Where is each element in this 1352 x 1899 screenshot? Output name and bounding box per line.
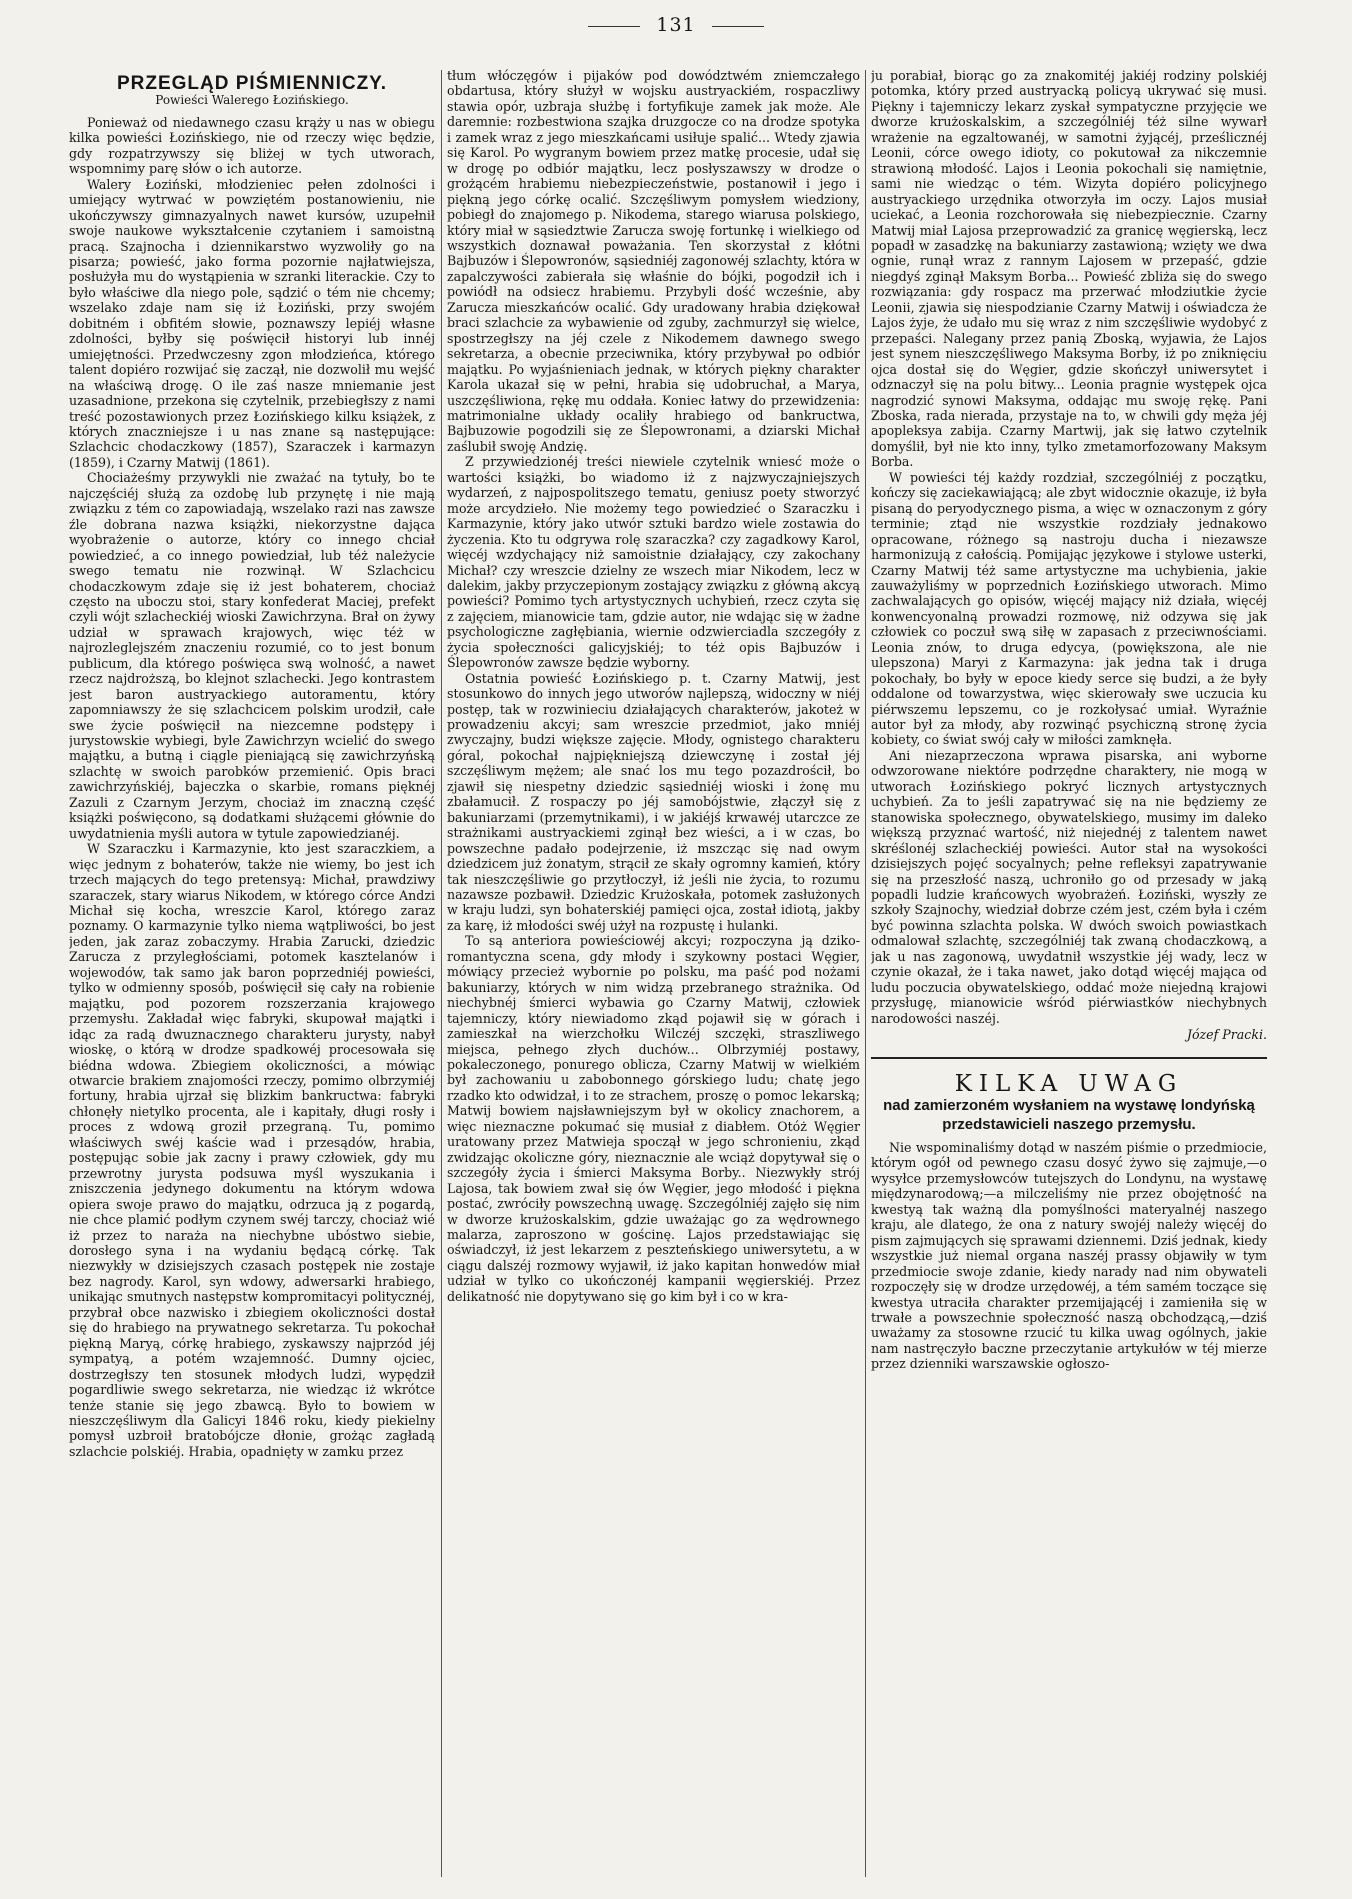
paragraph: Ostatnia powieść Łozińskiego p. t. Czarny Matwij, jest stosunkowo do innych jego utworów najlepszą, widoczny w niéj postęp, tak w rozwinieciu działających charakterów, jakoteż w prowadzeniu akcyi; sam wreszcie przedmiot, jako mniéj zwyczajny, budzi większe zajęcie. Młody, ognistego charakteru góral, pokochał najpiękniejszą dziewczynę i został jéj szczęśliwym mężem; ale snać los mu tego pozazdrościł, bo zjawił się niespetny dziedzic sąsiedniéj wioski i żonę mu zbałamucił. Z rospaczy po jéj samobójstwie, złączył się z bakuniarzami (przemytnikami), i w jakiéjś krwawéj utarczce ze strażnikami austryackiemi zginął bez wieści, a i w czas, bo powszechne padało podejrzenie, iż mszcząc się nad owym dziedzicem już żonatym, strącił ze skały ogromny kamień, który tak nieszczęśliwie go przytłoczył, iż jeśli nie życia, to rozumu nazawsze pozbawił. Dziedzic Krużoskała, potomek zasłużonych w kraju ludzi, syn bohaterskiéj pamięci ojca, został idiotą, jakby za karę, iż młodości swéj użył na rozpustę i hulanki. [447, 670, 860, 933]
paragraph: Ponieważ od niedawnego czasu krąży u nas w obiegu kilka powieści Łozińskiego, nie od rzeczy więc będzie, gdy rozpatrzywszy się bliżej w tych utworach, wspomnimy parę słów o ich autorze. [69, 114, 435, 177]
article-subtitle: Powieści Walerego Łozińskiego. [155, 93, 349, 108]
paragraph: W powieści téj każdy rozdział, szczególniéj z początku, kończy się zaciekawiającą; ale zbyt widocznie okazuje, iż była pisaną do peryodycznego pisma, a więc w oznaczonym z góry terminie; ztąd nie wszystkie rozdziały jednakowo opracowane, różnego są nastroju ducha i niezawsze harmonizują z całością. Pomijając językowe i stylowe usterki, Czarny Matwij téż same artystyczne ma uchybienia, jakie zauważyliśmy w poprzednich Łozińskiego utworach. Mimo zachwalających go opisów, więcéj mający niż działa, więcéj konwencyonalną prowadzi rozmowę, niż odzywa się jak człowiek co poczuł swą siłę w zapasach z przeciwnościami. Leonia znów, to druga edycya, (powiększona, ale nie ulepszona) Maryi z Karmazyna: jak jedna tak i druga pokochały, bo były w epoce kiedy serce się budzi, a że były oddalone od towarzystwa, więc skierowały swe uczucia ku piérwszemu lepszemu, co je rozkołysać umiał. Wyraźnie autor był za młody, aby rozwinąć psychiczną stronę życia kobiety, co świat swój cały w miłości zamknęła. [871, 469, 1267, 748]
paragraph: Nie wspominaliśmy dotąd w naszém piśmie o przedmiocie, którym ogół od pewnego czasu dosyć żywo się zajmuje,—o wysyłce przemysłowców tutejszych do Londynu, na wystawę międzynarodową;—a milczeliśmy nie przez obojętność na kwestyą tak ważną dla pomyślności materyalnéj naszego kraju, ale dlatego, że ona z natury swojéj należy więcéj do pism zajmujących się sprawami dziennemi. Dziś jednak, kiedy wszystkie już niemal organa naszéj prassy objawiły w tym przedmiocie swoje zdanie, kiedy narady nad nim obywateli rozpoczęły się w drodze urzędowéj, a tém samém toczące się kwestya utraciła charakter przemijającéj i zamieniła się w trwałe a powszechnie społeczność naszą obchodzącą,—dziś uważamy za stosowne rzucić tu kilka uwag ogólnych, jakie nam nastręczyło baczne przeczytanie artykułów w téj mierze przez dzienniki warszawskie ogłoszo- [871, 1140, 1267, 1372]
paragraph: Chociażeśmy przywykli nie zważać na tytuły, bo te najczęściéj służą za ozdobę lub przynętę i nie mają związku z tém co zapowiadają, wszelako razi nas zawsze źle dobrana nazwa książki, niekorzystne dająca wyobrażenie o autorze, który co innego chciał powiedzieć, a co innego powiedział, lub téż należycie swego tematu nie rozwinął. W Szlachcicu chodaczkowym zdaje się iż jest bohaterem, chociaż często na uboczu stoi, stary konfederat Maciej, prefekt czyli wójt szlacheckiéj wioski Zawichrzyna. Brał on żywy udział w sprawach krajowych, więc téż w najrozleglejszém znaczeniu rozumié, co to jest bonum publicum, dla którego poświęca swą wolność, a nawet rzecz najdroższą, bo klejnot szlachecki. Jego kontrastem jest baron austryackiego autoramentu, który zapomniawszy że się szlachcicem polskim urodził, całe swe życie poświęcił na niezcemne podstępy i jurystowskie wybiegi, byle Zawichrzyn wcielić do swego majątku, a butną i ciągle pieniającą się zawichrzyńską szlachtę w swoich parobków przemienić. Opis braci zawichrzyńskiéj, bajeczka o skarbie, romans pięknéj Zazuli z Czarnym Jerzym, chociaż im znaczną część książki poświęcono, są dodatkami służącemi głównie do uwydatnienia myśli autora w tytule zapowiedzianéj. [69, 470, 435, 841]
column-divider [865, 70, 866, 1877]
column-1 [69, 68, 435, 1881]
paragraph: Ani niezaprzeczona wprawa pisarska, ani wyborne odwzorowane niektóre podrzędne charaktery, nie mogą w utworach Łozińskiego pokryć licznych artystycznych uchybień. Za to jeśli zapatrywać się na nie będziemy ze stanowiska społecznego, obywatelskiego, musimy im daleko większą przyznać wartość, niż niejednéj z talentem nawet skréślonéj szlacheckiéj powieści. Autor stał na wysokości dzisiejszych pojęć socyalnych; pełne refleksyi zapatrywanie się na przeszłość naszą, uchroniło go od przesady w jaką popadli ludzie krańcowych wyobrażeń. Łoziński, wyszły ze szkoły Szajnochy, wiedział dobrze czém jest, czém była i czém być powinna szlachta polska. W dwóch swoich powiastkach odmalował szlachtę, szczególniéj tak zwaną chodaczkową, a jak u nas zagonową, uwydatnił wszystkie jéj wady, lecz w czynie okazał, że i taka nawet, jako dotąd więcéj mająca od ludu poczucia obywatelskiego, oddać może niejedną krajowi przysługę, mianowicie wśród piérwiastków niechybnych narodowości naszéj. [871, 747, 1267, 1026]
column-3 [871, 68, 1267, 1881]
header-rule-right [712, 26, 764, 27]
paragraph: Walery Łoziński, młodzieniec pełen zdolności i umiejący wytrwać w powziętém postanowieniu, nie ukończywszy gimnazyalnych nawet kursów, uzupełnił swoje naukowe wykształcenie czytaniem i samoistną pracą. Szajnocha i dziennikarstwo wyzwoliły go na pisarza; powieść, jako forma pozornie najłatwiejsza, posłużyła mu do wystąpienia w szranki literackie. Czy to było właściwe dla niego pole, sądzić o tém nie chcemy; wszelako zdaje nam się iż Łoziński, przy swojém dobitném i obfitém słowie, poznawszy lepiéj własne zdolności, byłby się poświęcił historyi lub innéj umiejętności. Przedwczesny zgon młodzieńca, którego talent dopiéro rozwijać się zaczął, nie dozwolił mu wejść na właściwą drogę. O ile zaś nasze mniemanie jest uzasadnione, przekona się czytelnik, przebiegłszy z nami treść pozostawionych przez Łozińskiego kilku książek, z których znaczniejsze i u nas znane są następujące: Szlachcic chodaczkowy (1857), Szaraczek i karmazyn (1859), i Czarny Matwij (1861). [69, 176, 435, 470]
author-signature: Józef Pracki. [1186, 1027, 1267, 1043]
article-title: PRZEGLĄD PIŚMIENNICZY. [116, 73, 388, 94]
article-title: KILKA UWAG [954, 1070, 1184, 1097]
column-2 [447, 68, 860, 1881]
page-number-header [0, 14, 1352, 36]
header-rule-left [588, 26, 640, 27]
paragraph: Z przywiedzionéj treści niewiele czytelnik wniesć może o wartości książki, bo wiadomo iż z najzwyczajniejszych wydarzeń, z najpospolitszego tematu, geniusz poety stworzyć może arcydzieło. Nie możemy tego powiedzieć o Szaraczku i Karmazynie, który jako utwór sztuki bardzo wiele zostawia do życzenia. Kto tu odgrywa rolę szaraczka? czy zagadkowy Karol, więcéj wzdychający niż samoistnie działający, czy zakochany Michał? czy wreszcie dzielny ze wszech miar Nikodem, lecz w dalekim, jakby przyczepionym zostający związku z główną akcyą powieści? Pomimo tych artystycznych uchybień, rzecz czyta się z zajęciem, mianowicie tam, gdzie autor, nie wdając się w żadne psychologiczne zagłębiania, wiernie odzwierciadla szczegóły z życia społeczności galicyjskiéj; to téż opis Bajbuzów i Ślepowronów zawsze będzie wyborny. [447, 454, 860, 671]
paragraph: ju porabiał, biorąc go za znakomitéj jakiéj rodziny polskiéj potomka, który przed austryacką policyą ukrywać się musi. Piękny i tajemniczy lekarz zyskał sympatyczne przyjęcie we dworze krużoskalskim, a szczególniéj téż silne wywarł wrażenie na egzaltowanéj, w samotni żyjącéj, prześlicznéj Leonii, córce owego idioty, co pokutował za nikczemnie strawioną młodość. Lajos i Leonia pokochali się namiętnie, sami nie wiedząc o tém. Wizyta dopiéro policyjnego austryackiego urzędnika otworzyła im oczy. Lajos musiał uciekać, a Leonia rozchorowała się niebezpiecznie. Czarny Matwij miał Lajosa przeprowadzić za granicę węgierską, lecz popadł w zasadzkę na bakuniarzy zastawioną; wzięty we dwa ognie, runął wraz z rannym Lajosem w przepaść, gdzie niegdyś zginął Maksym Borba... Powieść zbliża się do swego rozwiązania: gdy rospacz ma przerwać młodziutkie życie Leonii, zjawia się niespodzianie Czarny Matwij i oświadcza że Lajos żyje, że udało mu się wraz z nim szczęśliwie wydobyć z przepaści. Nalegany przez panią Zboską, wyjawia, że Lajos jest synem nieszczęśliwego Maksyma Borby, iż po zniknięciu ojca dostał się do Węgier, gdzie skończył uniwersytet i odznaczył się na polu bitwy... Leonia pragnie występek ojca nagrodzić synowi Maksyma, oddając mu swoję rękę. Pani Zboska, rada nierada, przystaje na to, w chwili gdy męża jéj apopleksya zabija. Czarny Martwij, jak się łatwo czytelnik domyślił, był nie kto inny, tylko zmetamorfozowany Maksym Borba. [871, 68, 1267, 470]
paragraph: To są anteriora powieściowéj akcyi; rozpoczyna ją dziko-romantyczna scena, gdy młody i szykowny postaci Węgier, mówiący przecież wybornie po polsku, ma paść pod nożami bakuniarzy, których w nim widzą przebranego strażnika. Od niechybnéj śmierci wybawia go Czarny Matwij, człowiek tajemniczy, który niewiadomo zkąd pojawił się w górach i zamieszkał na wierzchołku Wilczéj szczęki, straszliwego miejsca, pełnego złych duchów... Olbrzymiéj postawy, pokaleczonego, ponurego oblicza, Czarny Matwij w wielkiém był zachowaniu u zabobonnego górskiego ludu; chatę jego rzadko kto odwidzał, i to ze strachem, proszę o pomoc lekarską; Matwij bowiem najsławniejszym był w okolicy znachorem, a więc nieznaczne pokumać się musiał z diabłem. Otóż Węgier uratowany przez Matwieja spoczął w jego schronieniu, zkąd zwidzając okoliczne góry, nieznacznie ale wciąż dopytywał się o szczegóły życia i śmierci Maksyma Borby.. Niezwykły strój Lajosa, tak bowiem zwał się ów Węgier, jego młodość i piękna postać, zwróciły powszechną uwagę. Szczególniéj zajęło się nim w dworze krużoskalskim, gdzie uważając go za wędrownego malarza, zaproszono w gościnę. Lajos przedstawiając się oświadczył, iż jest lekarzem z peszteńskiego uniwersytetu, a w ciągu dalszéj rozmowy wyjawił, iż jako kapitan honwedów miał udział w tylko co ukończonéj kampanii węgierskiéj. Przez delikatność nie dopytywano się go kim był i co w kra- [447, 933, 860, 1304]
section-separator [871, 1057, 1267, 1059]
paragraph: tłum włóczęgów i pijaków pod dowództwém zniemczałego obdartusa, który służył w wojsku austryackiém, rospaczliwy stawia opór, uzbraja służbę i fortyfikuje zamek jak może. Ale daremnie: rozbestwiona szajka druzgocze co na drodze spotyka i zamek wraz z jego mieszkańcami usiłuje spalić... Wtedy zjawia się Karol. Po wygranym bowiem przez matkę procesie, udał się w drogę po odbiór majątku, lecz posłyszawszy w drodze o grożącém hrabiemu niebezpieczeństwie, postanowił i jego i piękną jego córkę ocalić. Szczęśliwym pomysłem wiedziony, pobiegł do znajomego p. Nikodema, starego wiarusa polskiego, który miał w sąsiedztwie Zarucza swoję fortunkę i wielkiego od wszystkich doznawał poważania. Ten skorzystał z kłótni Bajbuzów i Ślepowronów, sąsiedniéj zagonowéj szlachty, która w zapalczywości zabierała się właśnie do bójki, pogodził ich i powiódł na odsiecz hrabiemu. Przybyli dość wcześnie, aby Zarucza mieszkańców ocalić. Gdy uradowany hrabia dziękował braci szlachcie za wybawienie od zguby, zachmurzył się wielce, spostrzegłszy na jéj czele z Nikodemem dawnego swego sekretarza, a obecnie przeciwnika, który przybywał po odbiór majątku. Po wyjaśnieniach jednak, w których piękny charakter Karola ukazał się w pełni, hrabia się udobruchał, a Marya, uszczęśliwiona, rękę mu oddała. Koniec łatwy do przewidzenia: matrimonialne układy ocaliły hrabiego od bankructwa, Bajbuzowie pogodzili się ze Ślepowronami, a dziarski Michał zaślubił swoję Andzię. [447, 68, 860, 454]
paragraph: W Szaraczku i Karmazynie, kto jest szaraczkiem, a więc jednym z bohaterów, także nie wiemy, bo jest ich trzech mających do tego pretensyą: Michał, prawdziwy szaraczek, stary wiarus Nikodem, w którego córce Andzi Michał się kocha, wreszcie Karol, którego zaraz poznamy. O karmazynie tylko niema wątpliwości, bo jest jeden, jak zaraz zobaczymy. Hrabia Zarucki, dziedzic Zarucza z przyległościami, potomek kasztelanów i wojewodów, tak samo jak baron poprzedniéj powieści, tylko w odmienny sposób, poświęcił się cały na robienie majątku, pod pozorem rozszerzania krajowego przemysłu. Zakładał więc fabryki, skupował majątki i idąc za radą dwuznacznego charakteru jurysty, nabył wioskę, o którą w drodze spadkowéj procesowała się biédna wdowa. Zbiegiem okoliczności, a mówiąc otwarcie brakiem znajomości rzeczy, pomimo olbrzymiéj fortuny, hrabia ujrzał się blizkim bankructwa: fabryki chłonęły nietylko procenta, ale i kapitały, długi rosły i proces z wdową groził przegraną. Tu, pomimo właściwych swéj kaście wad i przesądów, hrabia, postępując sobie jak zacny i prawy człowiek, gdy mu przewrotny jurysta podsuwa myśl wyszukania i zniszczenia jedynego dokumentu na którym wdowa opiera swoje prawo do majątku, odrzuca ją z pogardą, nie chce plamić podłym czynem swéj tarczy, chociaż wié iż przez to naraża na niechybne ubóstwo siebie, dorosłego syna i na wydaniu będącą córkę. Tak niezwykły w dzisiejszych czasach postępek nie zostaje bez nagrody. Karol, syn wdowy, adwersarki hrabiego, unikając smutnych następstw kompromitacyi politycznéj, przybrał obce nazwisko i zbiegiem okoliczności dostał się do hrabiego na prywatnego sekretarza. Tu pokochał piękną Maryą, córkę hrabiego, zyskawszy najprzód jéj sympatyą, a potém wzajemność. Dumny ojciec, dostrzegłszy ten stosunek młodych ludzi, wypędził pogardliwie swego sekretarza, nie wiedząc iż wkrótce tenże stanie się jego zbawcą. Było to bowiem w nieszczęśliwym dla Galicyi 1846 roku, kiedy piekielny pomysł uzbroił bratobójcze dłonie, grożąc zagładą szlachcie polskiéj. Hrabia, opadnięty w zamku przez [69, 841, 435, 1459]
column-divider [441, 70, 442, 1877]
article-subtitle: nad zamierzoném wysłaniem na wystawę londyńską przedstawicieli naszego przemysłu. [883, 1097, 1255, 1133]
page-number: 131 [656, 14, 696, 36]
